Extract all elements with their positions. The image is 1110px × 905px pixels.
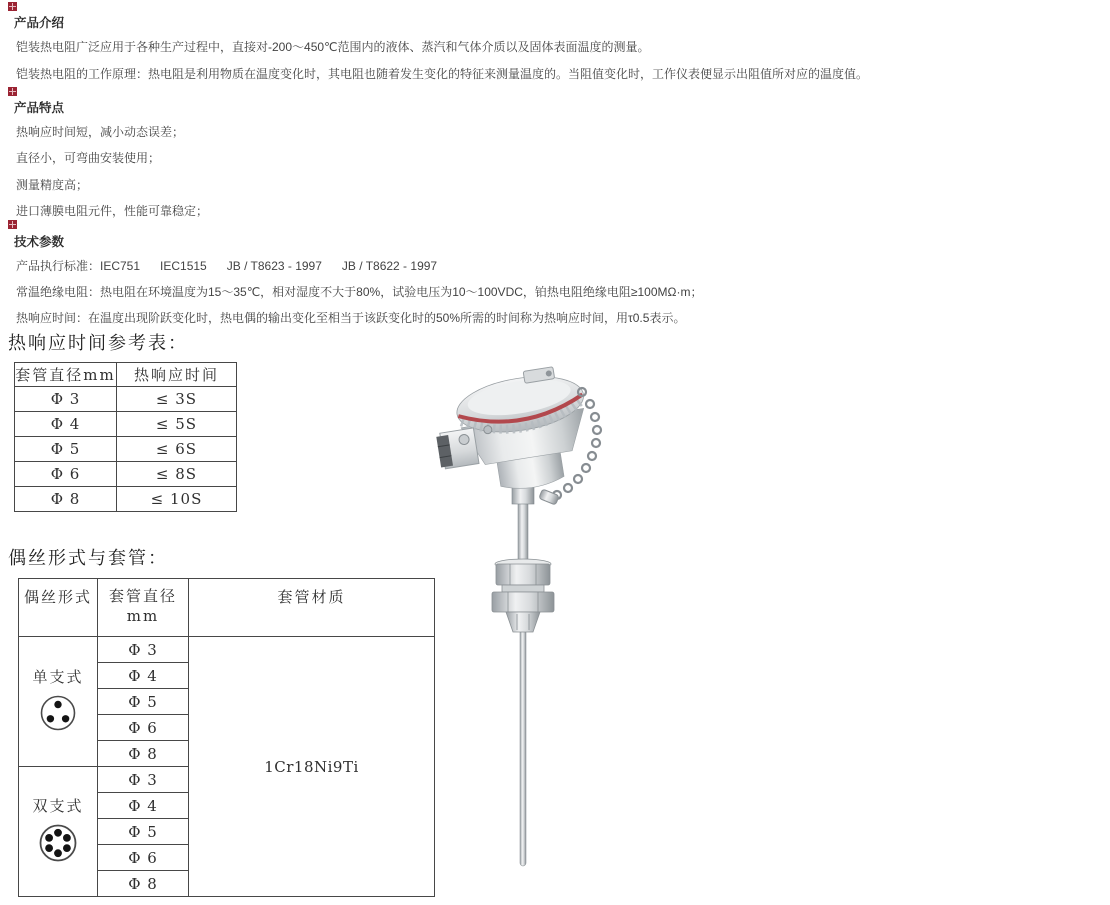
- wire-form-double-cell: [19, 767, 98, 897]
- diameter-cell: Φ 4: [98, 663, 189, 689]
- col-header-sheath-material: 套管材质: [189, 579, 435, 637]
- response-time-table: [14, 362, 237, 512]
- tech-line: 热响应时间：在温度出现阶跃变化时，热电偶的输出变化至相当于该跃变化时的50%所需的时间称为热响应时间，用τ0.5表示。: [16, 311, 686, 325]
- bullet-icon: [8, 87, 17, 96]
- section-heading-features: 产品特点: [14, 101, 65, 115]
- table-row: [19, 637, 435, 663]
- time-cell: ≤ 5S: [117, 412, 237, 437]
- diameter-cell: Φ 4: [98, 793, 189, 819]
- col-header-sheath-diameter: 套管直径 mm: [98, 579, 189, 637]
- table-row: [15, 437, 237, 462]
- intro-paragraph: 铠装热电阻广泛应用于各种生产过程中，直接对-200～450℃范围内的液体、蒸汽和气体介质以及固体表面温度的测量。: [16, 40, 650, 54]
- diameter-cell: Φ 5: [98, 819, 189, 845]
- wire-form-label: 单支式: [32, 668, 84, 686]
- diameter-cell: Φ 5: [15, 437, 117, 462]
- time-cell: ≤ 8S: [117, 462, 237, 487]
- diameter-cell: Φ 6: [98, 845, 189, 871]
- diameter-cell: Φ 3: [98, 767, 189, 793]
- diameter-cell: Φ 6: [98, 715, 189, 741]
- col-header-wire-form: 偶丝形式: [19, 579, 98, 637]
- temperature-sensor-illustration: [436, 366, 616, 876]
- sheath-material-cell: 1Cr18Ni9Ti: [189, 637, 435, 897]
- diameter-cell: Φ 8: [98, 741, 189, 767]
- single-core-icon: [38, 693, 78, 733]
- time-cell: ≤ 6S: [117, 437, 237, 462]
- tech-line: 常温绝缘电阻：热电阻在环境温度为15～35℃，相对湿度不大于80%，试验电压为10～100VDC，铂热电阻绝缘电阻≥100MΩ·m；: [16, 285, 703, 299]
- feature-item: 进口薄膜电阻元件，性能可靠稳定；: [16, 204, 209, 218]
- wire-form-single-cell: [19, 637, 98, 767]
- feature-item: 测量精度高；: [16, 178, 89, 192]
- wire-form-table: [18, 578, 435, 897]
- section-heading-tech: 技术参数: [14, 235, 65, 249]
- time-cell: ≤ 3S: [117, 387, 237, 412]
- double-core-icon: [37, 822, 79, 864]
- wire-form-label: 双支式: [32, 797, 84, 815]
- feature-item: 直径小，可弯曲安装使用；: [16, 151, 161, 165]
- diameter-cell: Φ 8: [98, 871, 189, 897]
- intro-paragraph: 铠装热电阻的工作原理：热电阻是利用物质在温度变化时，其电阻也随着发生变化的特征来测量温度的。当阻值变化时，工作仪表便显示出阻值所对应的温度值。: [16, 67, 869, 81]
- table-row: [15, 487, 237, 512]
- diameter-cell: Φ 6: [15, 462, 117, 487]
- diameter-cell: Φ 5: [98, 689, 189, 715]
- table-row: [15, 387, 237, 412]
- diameter-cell: Φ 3: [15, 387, 117, 412]
- diameter-cell: Φ 4: [15, 412, 117, 437]
- diameter-cell: Φ 3: [98, 637, 189, 663]
- bullet-icon: [8, 220, 17, 229]
- time-cell: ≤ 10S: [117, 487, 237, 512]
- col-header-diameter: 套管直径mm: [15, 363, 117, 387]
- tech-line: 产品执行标准：IEC751 IEC1515 JB / T8623 - 1997 JB / T8622 - 1997: [16, 259, 438, 273]
- table-row: [15, 462, 237, 487]
- product-photo: [436, 366, 616, 876]
- section-heading-intro: 产品介绍: [14, 16, 65, 30]
- table-row: [15, 412, 237, 437]
- col-header-response-time: 热响应时间: [117, 363, 237, 387]
- bullet-icon: [8, 2, 17, 11]
- feature-item: 热响应时间短，减小动态误差；: [16, 125, 185, 139]
- wire-table-title: 偶丝形式与套管：: [8, 548, 168, 569]
- response-table-title: 热响应时间参考表：: [8, 333, 188, 354]
- diameter-cell: Φ 8: [15, 487, 117, 512]
